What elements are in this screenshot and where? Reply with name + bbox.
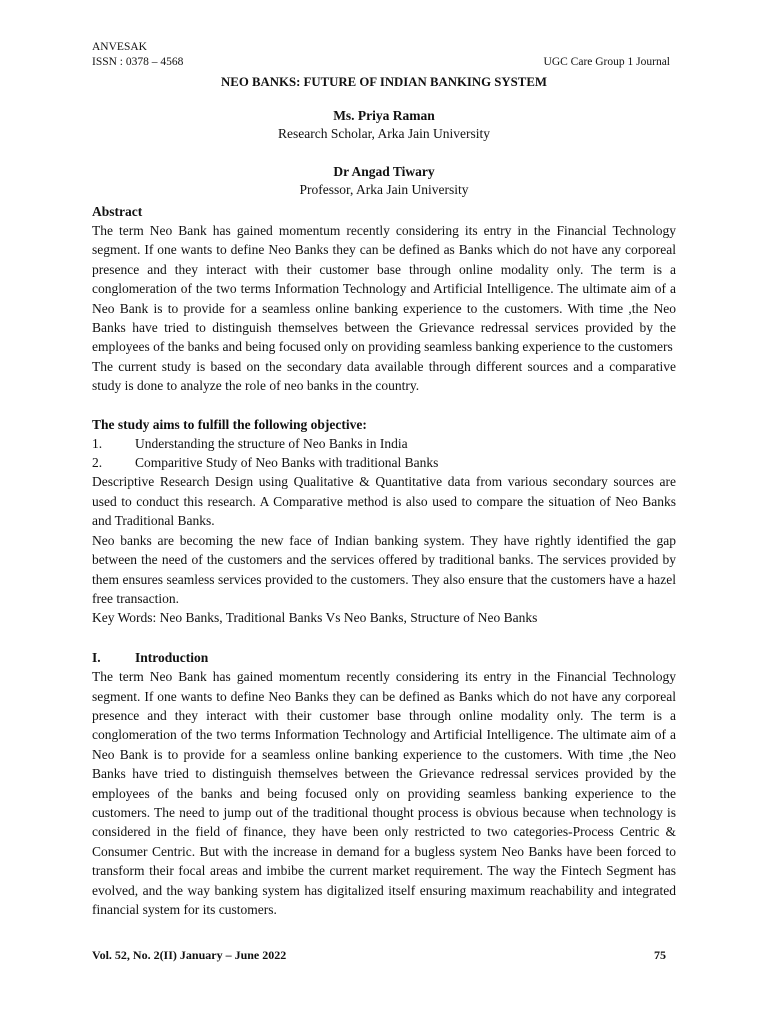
section-number: I. — [92, 649, 101, 665]
abstract-heading: Abstract — [92, 204, 143, 219]
objective-list-item — [92, 453, 676, 472]
objectives-heading: The study aims to fulfill the following objective: — [92, 416, 367, 432]
author-affiliation: Research Scholar, Arka Jain University — [277, 126, 491, 141]
author-affiliation: Professor, Arka Jain University — [299, 182, 469, 197]
methodology-paragraph: Descriptive Research Design using Qualitative & Quantitative data from various secondary sources are used to conduct this research. A Comparative method is also used to compare the situation of Neo Banks and Traditional Banks. — [92, 474, 676, 529]
introduction-paragraph: The term Neo Bank has gained momentum recently considering its entry in the Financial Technology segment. If one wants to define Neo Banks they can be defined as Banks which do not have any corporeal presence and they interact with their customer base through online modality only. The term is a conglomeration of the two terms Information Technology and Artificial Intelligence. The ultimate aim of a Neo Bank is to provide for a seamless online banking experience to the customers. With time ,the Neo Banks have tried to distinguish themselves between the Grievance redressal services provided by the employees of the banks and being focused only on providing seamless banking experience to the customers. The need to jump out of the traditional thought process is obvious because when technology is considered in the field of finance, they have been only restricted to two categories-Process Centric & Consumer Centric. But with the increase in demand for a bugless system Neo Banks have been forced to transform their focal areas and imbibe the current market requirement. The way the Fintech Segment has evolved, and the way banking system has digitalized itself ensuring maximum reachability and integrated financial system for its customers. — [92, 669, 676, 917]
volume-info: Vol. 52, No. 2(II) January – June 2022 — [92, 948, 287, 962]
abstract-paragraph: The term Neo Bank has gained momentum recently considering its entry in the Financial Technology segment. If one wants to define Neo Banks they can be defined as Banks which do not have any corporeal presence and they interact with their customer base through online modality only. The term is a conglomeration of the two terms Information Technology and Artificial Intelligence. The ultimate aim of a Neo Bank is to provide for a seamless online banking experience to the customers. With time ,the Neo Banks have tried to distinguish themselves between the Grievance redressal services provided by the employees of the banks and being focused only on providing seamless banking experience to the customers — [92, 223, 676, 355]
section-title: Introduction — [135, 649, 209, 665]
journal-name: ANVESAK — [92, 41, 147, 53]
findings-paragraph: Neo banks are becoming the new face of Indian banking system. They have rightly identified the gap between the need of the customers and the services offered by traditional banks. The services provided by them ensures seamless services provided to the customers. They also ensure that the customers have a hazel free transaction. — [92, 532, 676, 606]
keywords: Key Words: Neo Banks, Traditional Banks Vs Neo Banks, Structure of Neo Banks — [92, 610, 538, 626]
paper-title: NEO BANKS: FUTURE OF INDIAN BANKING SYSTEM — [221, 75, 547, 89]
list-text: Comparitive Study of Neo Banks with traditional Banks — [135, 455, 439, 471]
journal-page — [92, 40, 676, 919]
list-number: 2. — [92, 455, 103, 471]
author-name: Dr Angad Tiwary — [333, 164, 435, 179]
introduction-heading — [92, 648, 676, 667]
list-text: Understanding the structure of Neo Banks in India — [135, 435, 408, 451]
journal-group: UGC Care Group 1 Journal — [543, 56, 670, 68]
page-number: 75 — [654, 948, 666, 962]
issn: ISSN : 0378 – 4568 — [92, 56, 184, 68]
page-footer — [92, 948, 666, 963]
author-name: Ms. Priya Raman — [333, 108, 435, 123]
running-header — [92, 40, 676, 70]
list-number: 1. — [92, 435, 103, 451]
objective-list-item — [92, 434, 676, 453]
abstract-paragraph: The current study is based on the secondary data available through different sources and a comparative study is done to analyze the role of neo banks in the country. — [92, 358, 676, 394]
